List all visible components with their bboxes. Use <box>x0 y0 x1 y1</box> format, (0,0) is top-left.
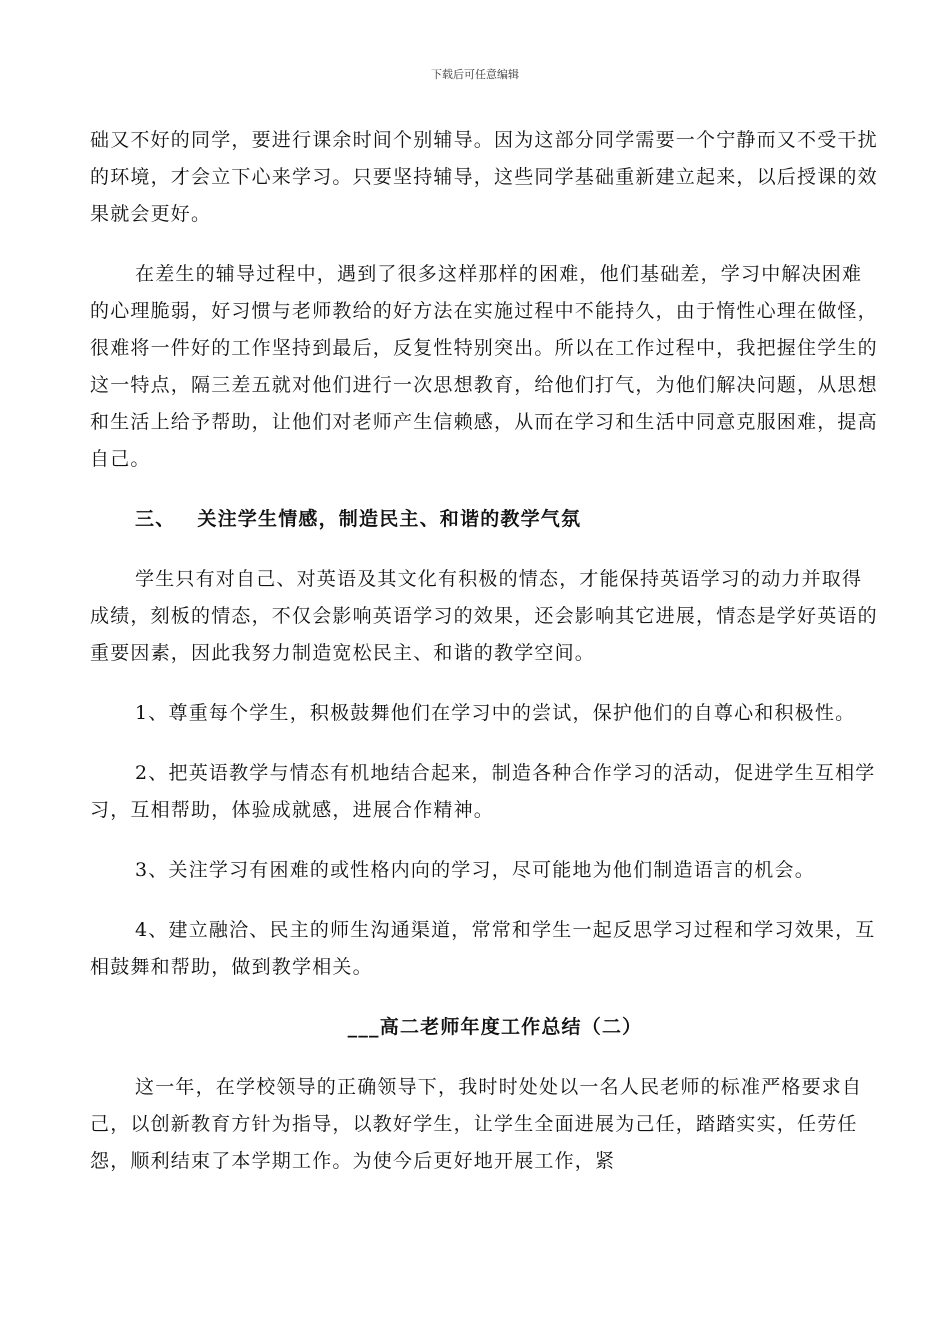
document-title-part-two: ___高二老师年度工作总结（二） <box>347 1016 643 1038</box>
section-heading-3 <box>90 501 880 538</box>
paragraph-tutoring-difficulty: 在差生的辅导过程中，遇到了很多这样那样的困难，他们基础差，学习中解决困难的心理脆弱，好习惯与老师教给的好方法在实施过程中不能持久，由于惰性心理在做怪，很难将一件好的工作坚持到最后，反复性特别突出。所以在工作过程中，我把握住学生的这一特点，隔三差五就对他们进行一次思想教育，给他们打气，为他们解决问题，从思想和生活上给予帮助，让他们对老师产生信赖感，从而在学习和生活中同意克服困难，提高自己。 <box>90 263 878 470</box>
paragraph-emotion: 学生只有对自己、对英语及其文化有积极的情态，才能保持英语学习的动力并取得成绩，刻板的情态，不仅会影响英语学习的效果，还会影响其它进展，情态是学好英语的重要因素，因此我努力制造宽松民主、和谐的教学空间。 <box>90 568 878 664</box>
paragraph-continued: 础又不好的同学，要进行课余时间个别辅导。因为这部分同学需要一个宁静而又不受干扰的环境，才会立下心来学习。只要坚持辅导，这些同学基础重新建立起来，以后授课的效果就会更好。 <box>90 129 878 225</box>
page-header: 下载后可任意编辑 <box>431 68 519 81</box>
section-number: 三、 <box>135 508 176 530</box>
list-item-2: 2、把英语教学与情态有机地结合起来，制造各种合作学习的活动，促进学生互相学习，互相帮助，体验成就感，进展合作精神。 <box>90 762 876 821</box>
section-heading-text: 关注学生情感，制造民主、和谐的教学气氛 <box>197 508 582 530</box>
document-body <box>90 122 880 1180</box>
list-item-1: 1、尊重每个学生，积极鼓舞他们在学习中的尝试，保护他们的自尊心和积极性。 <box>135 702 856 724</box>
list-item-3: 3、关注学习有困难的或性格内向的学习，尽可能地为他们制造语言的机会。 <box>135 859 815 881</box>
list-item-4: 4、建立融洽、民主的师生沟通渠道，常常和学生一起反思学习过程和学习效果，互相鼓舞和帮助，做到教学相关。 <box>90 919 876 978</box>
paragraph-intro: 这一年，在学校领导的正确领导下，我时时处处以一名人民老师的标准严格要求自己，以创新教育方针为指导，以教好学生，让学生全面进展为己任，踏踏实实，任劳任怨，顺利结束了本学期工作。为使今后更好地开展工作，紧 <box>90 1076 863 1172</box>
